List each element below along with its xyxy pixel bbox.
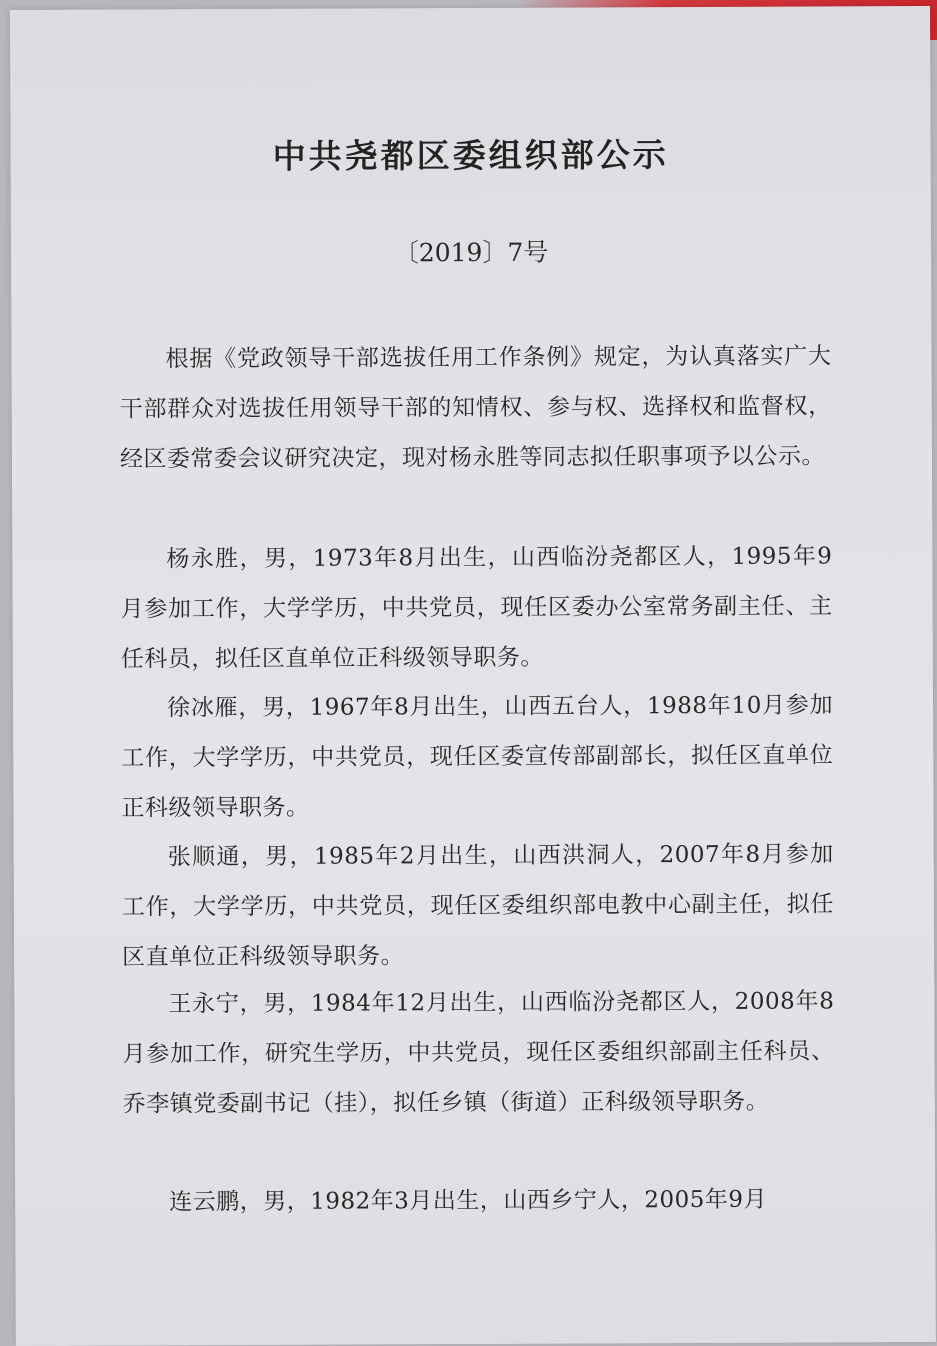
intro-paragraph <box>119 331 832 484</box>
candidate-paragraph-zhang <box>122 829 835 982</box>
candidate-paragraph-wang <box>122 976 835 1129</box>
paragraph-text: 张顺通，男，1985年2月出生，山西洪洞人，2007年8月参加工作，大学学历，中共党员，现任区委组织部电教中心副主任，拟任区直单位正科级领导职务。 <box>121 841 834 971</box>
notice-paper <box>10 6 936 1346</box>
paragraph-text: 杨永胜，男，1973年8月出生，山西临汾尧都区人，1995年9月参加工作，大学学历，中共党员，现任区委办公室常务副主任、主任科员，拟任区直单位正科级领导职务。 <box>120 543 833 673</box>
candidate-paragraph-lian <box>123 1174 835 1227</box>
paragraph-text: 王永宁，男，1984年12月出生，山西临汾尧都区人，2008年8月参加工作，研究生学历，中共党员，现任区委组织部副主任科员、乔李镇党委副书记（挂），拟任乡镇（街道）正科级领导职务。 <box>122 988 835 1118</box>
paragraph-text: 徐冰雁，男，1967年8月出生，山西五台人，1988年10月参加工作，大学学历，中共党员，现任区委宣传部副部长，拟任区直单位正科级领导职务。 <box>121 692 834 822</box>
paragraph-text: 连云鹏，男，1982年3月出生，山西乡宁人，2005年9月 <box>169 1186 768 1216</box>
candidate-paragraph-yang <box>120 531 833 684</box>
paragraph-text: 根据《党政领导干部选拔任用工作条例》规定，为认真落实广大干部群众对选拔任用领导干部的知情权、参与权、选择权和监督权，经区委常委会议研究决定，现对杨永胜等同志拟任职事项予以公示。 <box>119 343 832 473</box>
notice-title: 中共尧都区委组织部公示 <box>272 135 669 176</box>
document-number: 〔2019〕7号 <box>393 237 549 268</box>
candidate-paragraph-xu <box>121 680 834 833</box>
